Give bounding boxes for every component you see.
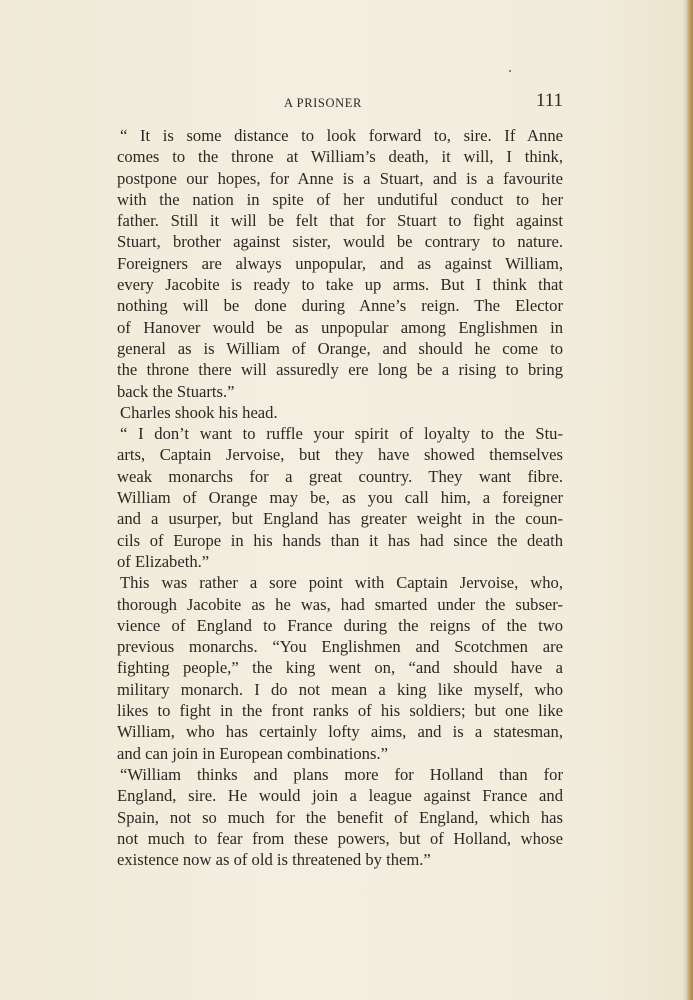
text-line: of Elizabeth.” [117, 551, 210, 571]
body-text [117, 125, 563, 870]
text-line: and can join in European combinations.” [117, 743, 388, 763]
text-line: This was rather a sore point with Captain Jervoise, who, [120, 573, 563, 593]
text-line: back the Stuarts.” [117, 381, 235, 401]
text-line: general as is William of Orange, and should he come to [117, 338, 563, 358]
text-line: fighting people,” the king went on, “and should have a [117, 658, 563, 678]
text-line: cils of Europe in his hands than it has had since the death [117, 530, 563, 550]
text-line: England, sire. He would join a league against France and [117, 786, 563, 806]
text-line: the throne there will assuredly ere long be a rising to bring [117, 360, 563, 380]
text-line: nothing will be done during Anne’s reign. The Elector [117, 296, 563, 316]
text-line: William of Orange may be, as you call him, a foreigner [117, 488, 563, 508]
page-edge [687, 0, 693, 1000]
text-line: thorough Jacobite as he was, had smarted under the subser- [117, 594, 563, 614]
text-line: William, who has certainly lofty aims, and is a statesman, [117, 722, 563, 742]
text-line: every Jacobite is ready to take up arms. But I think that [117, 275, 563, 295]
text-line: arts, Captain Jervoise, but they have showed themselves [117, 445, 563, 465]
running-title: A PRISONER [284, 96, 362, 110]
text-line: Foreigners are always unpopular, and as against William, [117, 253, 563, 273]
text-line: and a usurper, but England has greater weight in the coun- [117, 509, 563, 529]
text-line: of Hanover would be as unpopular among Englishmen in [117, 317, 563, 337]
text-line: “ It is some distance to look forward to, sire. If Anne [120, 126, 563, 145]
text-line: not much to fear from these powers, but of Holland, whose [117, 828, 563, 848]
text-line: likes to fight in the front ranks of his soldiers; but one like [117, 701, 563, 721]
ink-speck [509, 70, 511, 72]
text-line: “William thinks and plans more for Holland than for [120, 764, 563, 784]
text-line: postpone our hopes, for Anne is a Stuart, and is a favourite [117, 168, 563, 188]
text-line: with the nation in spite of her undutiful conduct to her [117, 189, 563, 209]
text-line: previous monarchs. “You Englishmen and Scotchmen are [117, 637, 563, 657]
text-line: Charles shook his head. [120, 402, 278, 422]
text-line: “ I don’t want to ruffle your spirit of loyalty to the Stu- [120, 424, 563, 444]
page-header [117, 88, 563, 114]
page-number: 111 [535, 90, 563, 111]
text-line: vience of England to France during the reigns of the two [117, 615, 563, 635]
text-line: father. Still it will be felt that for Stuart to fight against [117, 211, 563, 231]
text-line: existence now as of old is threatened by them.” [117, 850, 431, 870]
text-line: comes to the throne at William’s death, it will, I think, [117, 147, 563, 167]
text-line: Stuart, brother against sister, would be contrary to nature. [117, 232, 563, 252]
text-line: Spain, not so much for the benefit of England, which has [117, 807, 563, 827]
text-line: weak monarchs for a great country. They want fibre. [117, 466, 563, 486]
text-line: military monarch. I do not mean a king like myself, who [117, 679, 563, 699]
